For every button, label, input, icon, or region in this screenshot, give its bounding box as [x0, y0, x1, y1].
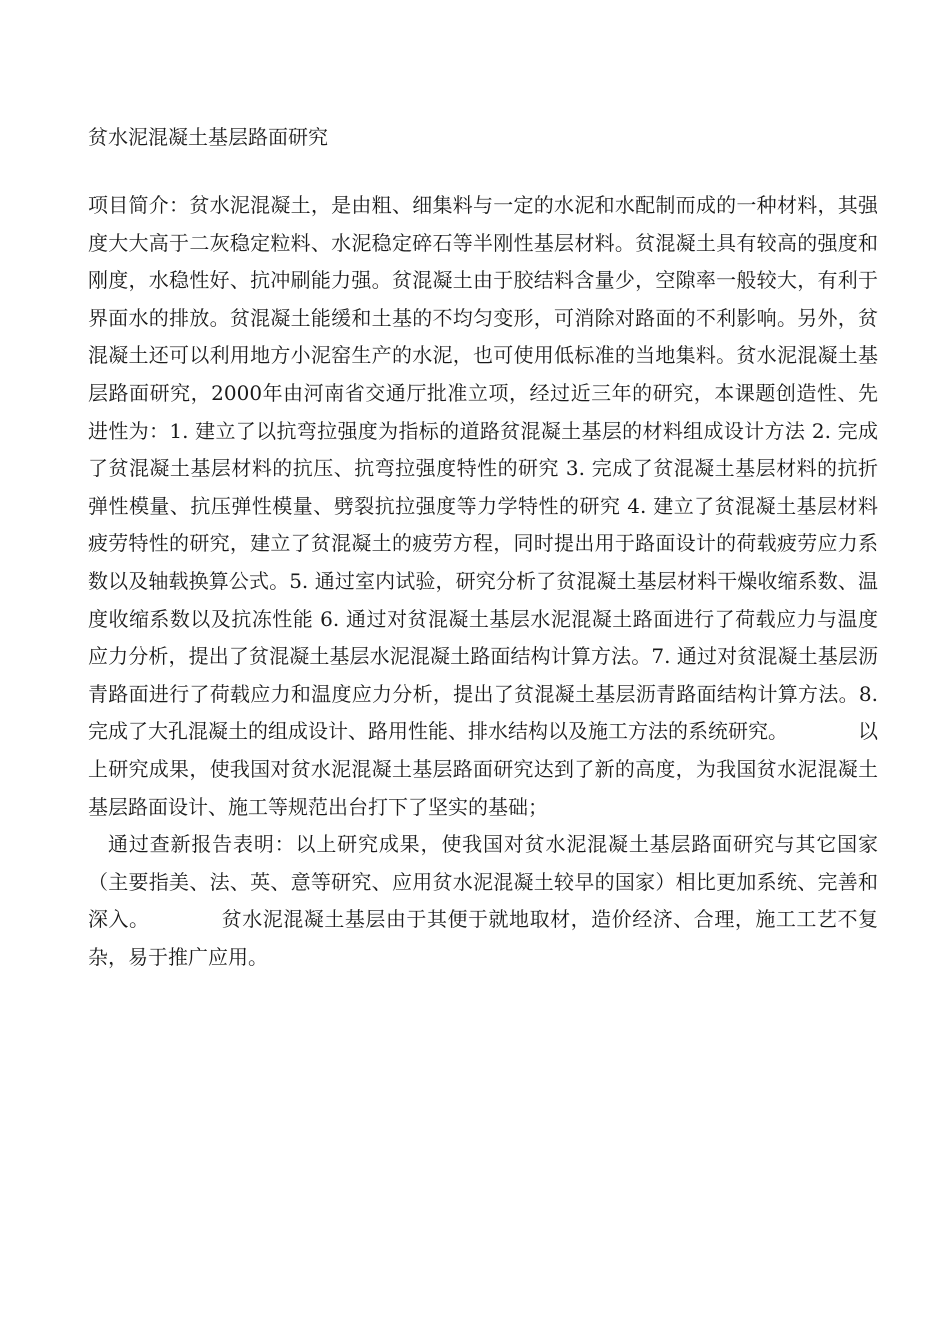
paragraph-novelty-report: 通过查新报告表明：以上研究成果，使我国对贫水泥混凝土基层路面研究与其它国家（主要指美、法、英、意等研究、应用贫水泥混凝土较早的国家）相比更加系统、完善和深入。 贫水泥混凝土基层由于其便于就地取材，造价经济、合理，施工工艺不复杂，易于推广应用。 — [88, 832, 878, 969]
paragraph-project-intro: 项目简介：贫水泥混凝土，是由粗、细集料与一定的水泥和水配制而成的一种材料，其强度大大高于二灰稳定粒料、水泥稳定碎石等半刚性基层材料。贫混凝土具有较高的强度和刚度，水稳性好、抗冲刷能力强。贫混凝土由于胶结料含量少，空隙率一般较大，有利于界面水的排放。贫混凝土能缓和土基的不均匀变形，可消除对路面的不利影响。另外，贫混凝土还可以利用地方小泥窑生产的水泥，也可使用低标准的当地集料。贫水泥混凝土基层路面研究，2000年由河南省交通厅批准立项，经过近三年的研究，本课题创造性、先进性为：1. 建立了以抗弯拉强度为指标的道路贫混凝土基层的材料组成设计方法 2. 完成了贫混凝土基层材料的抗压、抗弯拉强度特性的研究 3. 完成了贫混凝土基层材料的抗折弹性模量、抗压弹性模量、劈裂抗拉强度等力学特性的研究 4. 建立了贫混凝土基层材料疲劳特性的研究，建立了贫混凝土的疲劳方程，同时提出用于路面设计的荷载疲劳应力系数以及轴载换算公式。5. 通过室内试验，研究分析了贫混凝土基层材料干燥收缩系数、温度收缩系数以及抗冻性能 6. 通过对贫混凝土基层水泥混凝土路面进行了荷载应力与温度应力分析，提出了贫混凝土基层水泥混凝土路面结构计算方法。7. 通过对贫混凝土基层沥青路面进行了荷载应力和温度应力分析，提出了贫混凝土基层沥青路面结构计算方法。8. 完成了大孔混凝土的组成设计、路用性能、排水结构以及施工方法的系统研究。 以上研究成果，使我国对贫水泥混凝土基层路面研究达到了新的高度，为我国贫水泥混凝土基层路面设计、施工等规范出台打下了坚实的基础； — [88, 193, 878, 819]
document-title: 贫水泥混凝土基层路面研究 — [88, 125, 328, 149]
document-body — [88, 187, 878, 976]
